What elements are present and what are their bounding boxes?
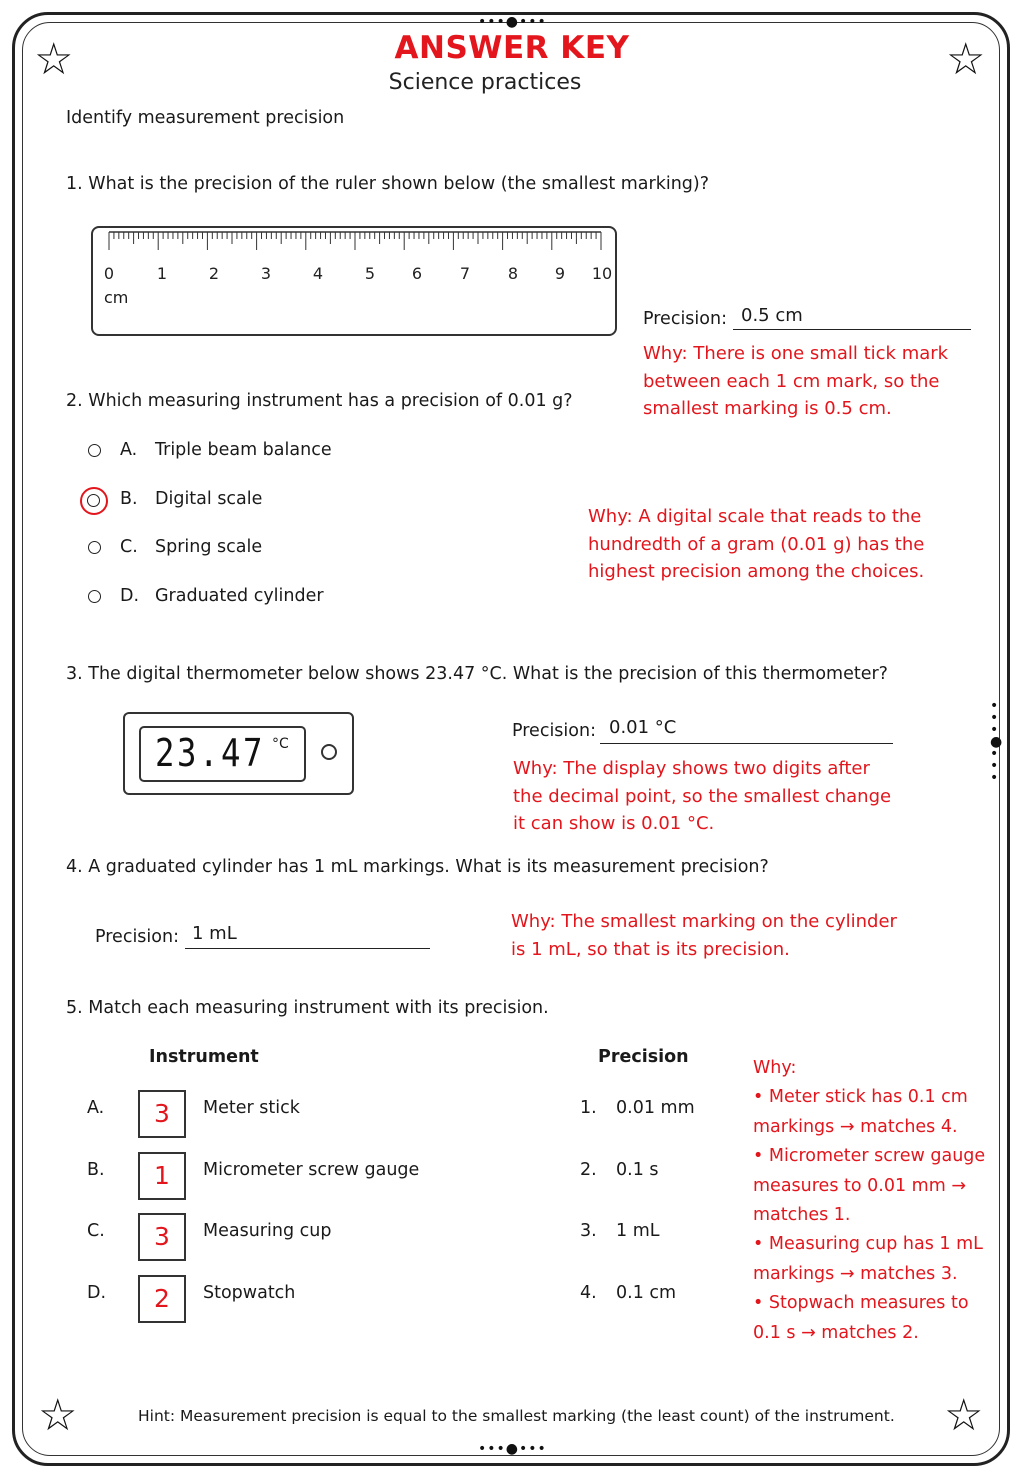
section-label: Identify measurement precision: [66, 108, 345, 128]
q5-why: [753, 1054, 985, 1348]
precision-num: 1.: [580, 1098, 597, 1118]
option-letter: D.: [120, 586, 140, 606]
row-letter: D.: [87, 1283, 107, 1303]
ruler: [91, 226, 617, 336]
why-line: 0.1 s → matches 2.: [753, 1322, 919, 1343]
match-row-c: [86, 1213, 526, 1263]
option-text: Spring scale: [155, 537, 263, 557]
why-line: it can show is 0.01 °C.: [513, 813, 715, 834]
instrument-name: Meter stick: [203, 1098, 300, 1118]
instrument-header: Instrument: [149, 1047, 259, 1067]
why-line: Why: The smallest marking on the cylinder: [511, 911, 897, 932]
match-row-a: [86, 1090, 526, 1140]
q1-precision-label: Precision:: [643, 309, 727, 329]
bottom-dots-ornament: •••●•••: [478, 1441, 547, 1457]
ruler-label: 2: [208, 264, 220, 283]
match-answer-box[interactable]: 3: [138, 1090, 186, 1138]
thermometer-display: [139, 726, 306, 782]
instrument-name: Stopwatch: [203, 1283, 296, 1303]
ruler-ticks: [93, 228, 615, 258]
radio-circle[interactable]: [88, 541, 101, 554]
precision-value: 1 mL: [616, 1221, 660, 1241]
q4-why: [511, 908, 897, 963]
why-line: smallest marking is 0.5 cm.: [643, 398, 892, 419]
why-line: measures to 0.01 mm →: [753, 1175, 966, 1196]
radio-circle-selected[interactable]: [80, 487, 108, 515]
q3-why: [513, 755, 891, 838]
precision-value: 0.01 mm: [616, 1098, 695, 1118]
precision-num: 4.: [580, 1283, 597, 1303]
match-answer-box[interactable]: 1: [138, 1152, 186, 1200]
option-letter: B.: [120, 489, 138, 509]
q4-answer-line: [185, 947, 430, 949]
why-line: • Stopwach measures to: [753, 1293, 969, 1314]
q1-why: [643, 340, 948, 423]
q3-precision-label: Precision:: [512, 721, 596, 741]
q1-answer-line: [733, 328, 971, 330]
why-line: matches 1.: [753, 1205, 851, 1226]
question-3: 3. The digital thermometer below shows 23.47 °C. What is the precision of this thermometer?: [66, 664, 888, 684]
instrument-name: Measuring cup: [203, 1221, 332, 1241]
ruler-label: 1: [156, 264, 168, 283]
q3-answer-line: [600, 742, 893, 744]
hint-text: Hint: Measurement precision is equal to the smallest marking (the least count) of the instrument.: [138, 1407, 895, 1425]
star-icon: ☆: [38, 1390, 78, 1441]
why-line: • Meter stick has 0.1 cm: [753, 1087, 968, 1108]
match-row-b: [86, 1152, 526, 1202]
question-5: 5. Match each measuring instrument with its precision.: [66, 998, 549, 1018]
q2-option-c[interactable]: [80, 535, 380, 563]
option-text: Triple beam balance: [155, 440, 332, 460]
thermometer-unit: °C: [272, 736, 289, 752]
row-letter: B.: [87, 1160, 105, 1180]
ruler-label: 4: [312, 264, 324, 283]
option-letter: C.: [120, 537, 138, 557]
match-row-d: [86, 1275, 526, 1325]
ruler-label: 10: [591, 264, 613, 283]
ruler-label: 7: [459, 264, 471, 283]
page-title: ANSWER KEY: [394, 30, 630, 66]
why-line: highest precision among the choices.: [588, 561, 925, 582]
ruler-label: 3: [260, 264, 272, 283]
q2-option-d[interactable]: [80, 584, 380, 612]
instrument-name: Micrometer screw gauge: [203, 1160, 420, 1180]
option-text: Graduated cylinder: [155, 586, 324, 606]
star-icon: ☆: [946, 34, 986, 85]
star-icon: ☆: [34, 34, 74, 85]
why-line: Why: A digital scale that reads to the: [588, 506, 922, 527]
why-line: Why: The display shows two digits after: [513, 758, 870, 779]
why-line: is 1 mL, so that is its precision.: [511, 938, 790, 960]
q2-option-a[interactable]: [80, 438, 380, 466]
q3-answer: 0.01 °C: [609, 717, 677, 738]
precision-num: 3.: [580, 1221, 597, 1241]
why-line: markings → matches 3.: [753, 1263, 958, 1284]
ruler-label: 9: [554, 264, 566, 283]
precision-value: 0.1 s: [616, 1160, 659, 1180]
thermometer-reading: 23.47: [155, 731, 265, 775]
ruler-unit: cm: [104, 288, 129, 307]
precision-value: 0.1 cm: [616, 1283, 677, 1303]
precision-header: Precision: [598, 1047, 689, 1067]
ruler-label: 8: [507, 264, 519, 283]
question-2: 2. Which measuring instrument has a precision of 0.01 g?: [66, 391, 573, 411]
q1-answer: 0.5 cm: [741, 305, 803, 326]
option-text: Digital scale: [155, 489, 263, 509]
question-4: 4. A graduated cylinder has 1 mL markings. What is its measurement precision?: [66, 857, 769, 877]
page-subtitle: Science practices: [388, 70, 582, 95]
q2-why: [588, 503, 924, 586]
why-line: markings → matches 4.: [753, 1116, 958, 1137]
q4-answer: 1 mL: [192, 923, 237, 944]
why-line: • Measuring cup has 1 mL: [753, 1234, 983, 1255]
star-icon: ☆: [944, 1390, 984, 1441]
match-answer-box[interactable]: 3: [138, 1213, 186, 1261]
ruler-label: 6: [411, 264, 423, 283]
q4-precision-label: Precision:: [95, 927, 179, 947]
radio-circle[interactable]: [88, 590, 101, 603]
option-letter: A.: [120, 440, 138, 460]
top-dots-ornament: •••●•••: [478, 14, 547, 30]
precision-num: 2.: [580, 1160, 597, 1180]
why-line: hundredth of a gram (0.01 g) has the: [588, 533, 925, 555]
thermometer-button-icon: [321, 744, 337, 760]
why-line: the decimal point, so the smallest change: [513, 785, 892, 807]
ruler-label: 5: [364, 264, 376, 283]
q2-option-b[interactable]: [80, 487, 380, 515]
right-dots-ornament: •••●•••: [990, 698, 1004, 786]
match-answer-box[interactable]: 2: [138, 1275, 186, 1323]
radio-circle[interactable]: [88, 444, 101, 457]
why-line: between each 1 cm mark, so the: [643, 370, 940, 392]
why-line: • Micrometer screw gauge: [753, 1146, 986, 1167]
question-1: 1. What is the precision of the ruler shown below (the smallest marking)?: [66, 174, 710, 194]
ruler-label: 0: [103, 264, 115, 283]
why-title: Why:: [753, 1058, 797, 1078]
row-letter: C.: [87, 1221, 105, 1241]
why-line: Why: There is one small tick mark: [643, 343, 949, 364]
row-letter: A.: [87, 1098, 105, 1118]
